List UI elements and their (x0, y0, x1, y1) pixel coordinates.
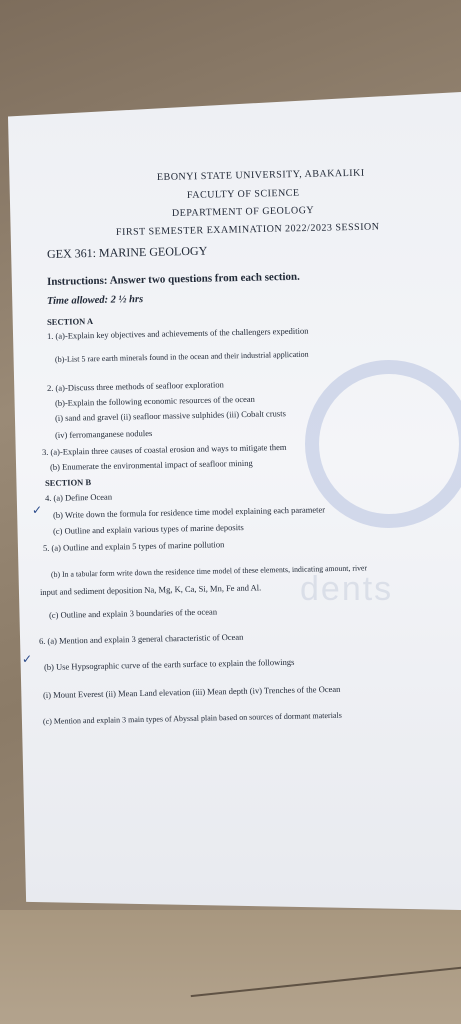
question-line: (c) Outline and explain various types of marine deposits (52, 522, 244, 536)
question-line: (b) Write down the formula for residence time model explaining each parameter (52, 504, 326, 520)
exam-title: FIRST SEMESTER EXAMINATION 2022/2023 SESSION (115, 221, 380, 238)
question-line: (c) Outline and explain 3 boundaries of the ocean (48, 606, 218, 620)
floor-tile (0, 910, 461, 1024)
question-line: 4. (a) Define Ocean (44, 491, 113, 503)
watermark-text: dents (300, 570, 394, 608)
question-line: (b) Enumerate the environmental impact of seafloor mining (49, 457, 253, 472)
faculty-name: FACULTY OF SCIENCE (186, 187, 300, 201)
question-line: (b) In a tabular form write down the residence time model of these elements, indicating amount, river (50, 563, 368, 579)
checkmark-icon: ✓ (22, 652, 33, 666)
question-line: (c) Mention and explain 3 main types of Abyssal plain based on sources of dormant materials (42, 710, 342, 726)
question-line: (b) Use Hypsographic curve of the earth surface to explain the followings (43, 656, 295, 672)
question-line: 2. (a)-Discuss three methods of seafloor exploration (46, 379, 224, 393)
question-line: 5. (a) Outline and explain 5 types of marine pollution (42, 539, 225, 553)
question-line: 1. (a)-Explain key objectives and achievements of the challengers expedition (46, 325, 309, 341)
time-allowed: Time allowed: 2 ½ hrs (46, 293, 144, 307)
question-line: (i) Mount Everest (ii) Mean Land elevation (iii) Mean depth (iv) Trenches of the Ocean (42, 683, 341, 700)
question-line: 6. (a) Mention and explain 3 general characteristic of Ocean (38, 631, 244, 646)
question-line: (iv) ferromanganese nodules (54, 427, 153, 440)
section-a-title: SECTION A (46, 316, 94, 327)
university-name: EBONYI STATE UNIVERSITY, ABAKALIKI (156, 167, 365, 183)
question-line: (i) sand and gravel (ii) seafloor massive sulphides (iii) Cobalt crusts (54, 408, 286, 423)
instructions: Instructions: Answer two questions from each section. (46, 270, 300, 288)
checkmark-icon: ✓ (32, 503, 43, 517)
section-b-title: SECTION B (44, 477, 92, 488)
question-line: (b)-Explain the following economic resources of the ocean (54, 393, 255, 408)
watermark-logo (305, 360, 461, 528)
course-title: GEX 361: MARINE GEOLOGY (46, 243, 208, 261)
question-line: (b)-List 5 rare earth minerals found in the ocean and their industrial application (54, 349, 309, 364)
question-line: 3. (a)-Explain three causes of coastal erosion and ways to mitigate them (41, 441, 287, 457)
question-line: input and sediment deposition Na, Mg, K, Ca, Si, Mn, Fe and Al. (39, 582, 262, 597)
department-name: DEPARTMENT OF GEOLOGY (171, 205, 315, 219)
